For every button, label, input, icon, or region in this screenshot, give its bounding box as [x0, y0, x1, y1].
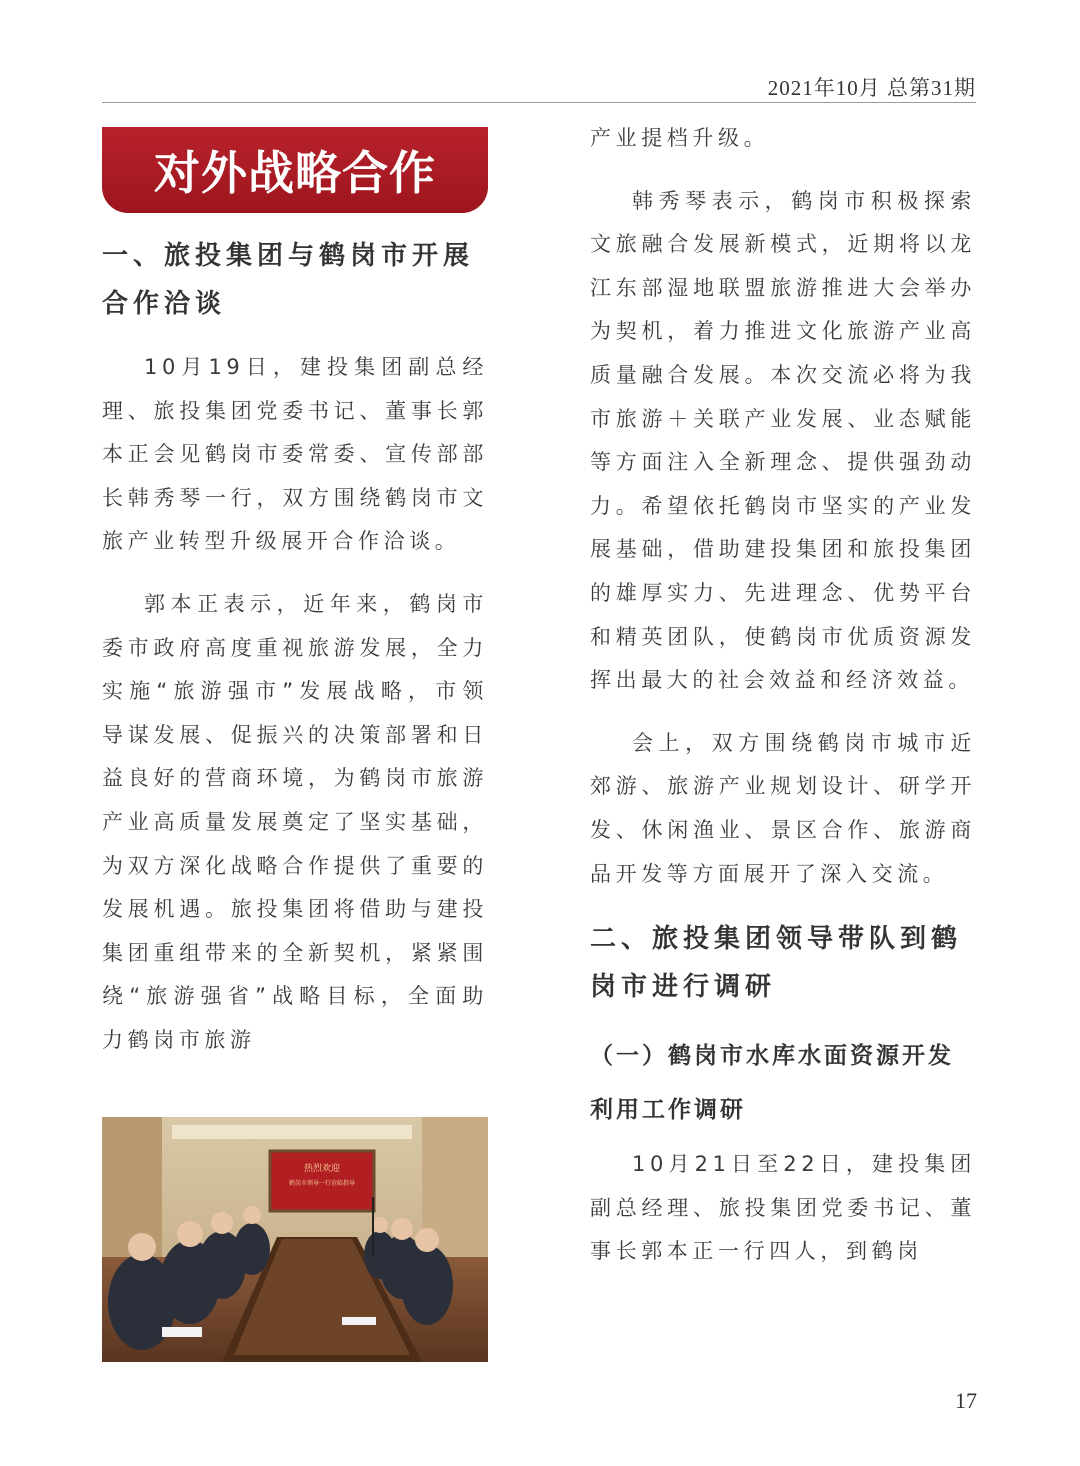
- section1-paragraph-4: 会上，双方围绕鹤岗市城市近郊游、旅游产业规划设计、研学开发、休闲渔业、景区合作、旅游商品开发等方面展开了深入交流。: [590, 730, 976, 886]
- header-rule: [102, 102, 976, 103]
- screen-text-2: 鹤岗市领导一行莅临指导: [288, 1180, 356, 1187]
- meeting-photo: [102, 1117, 488, 1362]
- section2-subheading-1: （一）鹤岗市水库水面资源开发利用工作调研: [590, 1043, 954, 1124]
- section1-paragraph-3: 韩秀琴表示，鹤岗市积极探索文旅融合发展新模式，近期将以龙江东部湿地联盟旅游推进大会举办为契机，着力推进文化旅游产业高质量融合发展。本次交流必将为我市旅游＋关联产业发展、业态赋能等方面注入全新理念、提供强劲动力。希望依托鹤岗市坚实的产业发展基础，借助建投集团和旅投集团的雄厚实力、先进理念、优势平台和精英团队，使鹤岗市优质资源发挥出最大的社会效益和经济效益。: [590, 188, 976, 693]
- page-number: 17: [955, 1388, 977, 1413]
- section1-heading: 一、旅投集团与鹤岗市开展合作洽谈: [102, 241, 475, 319]
- banner-title: 对外战略合作: [154, 146, 436, 200]
- section1-paragraph-2: 郭本正表示，近年来，鹤岗市委市政府高度重视旅游发展，全力实施“旅游强市”发展战略，市领导谋发展、促振兴的决策部署和日益良好的营商环境，为鹤岗市旅游产业高质量发展奠定了坚实基础，为双方深化战略合作提供了重要的发展机遇。旅投集团将借助与建投集团重组带来的全新契机，紧紧围绕“旅游强省”战略目标，全面助力鹤岗市旅游: [102, 591, 488, 1052]
- section1-paragraph-1: 10月19日，建投集团副总经理、旅投集团党委书记、董事长郭本正会见鹤岗市委常委、宣传部部长韩秀琴一行，双方围绕鹤岗市文旅产业转型升级展开合作洽谈。: [102, 355, 488, 554]
- issue-label: 2021年10月 总第31期: [767, 76, 976, 100]
- right-column: [590, 117, 976, 1293]
- section-banner: [102, 127, 488, 213]
- screen-text-1: 热烈欢迎: [303, 1164, 341, 1174]
- section2-paragraph-1: 10月21日至22日，建投集团副总经理、旅投集团党委书记、董事长郭本正一行四人，到鹤岗: [590, 1152, 976, 1264]
- section2-heading: 二、旅投集团领导带队到鹤岗市进行调研: [590, 924, 963, 1003]
- left-column: [102, 232, 488, 1082]
- section1-paragraph-2-continued: 产业提档升级。: [590, 126, 770, 150]
